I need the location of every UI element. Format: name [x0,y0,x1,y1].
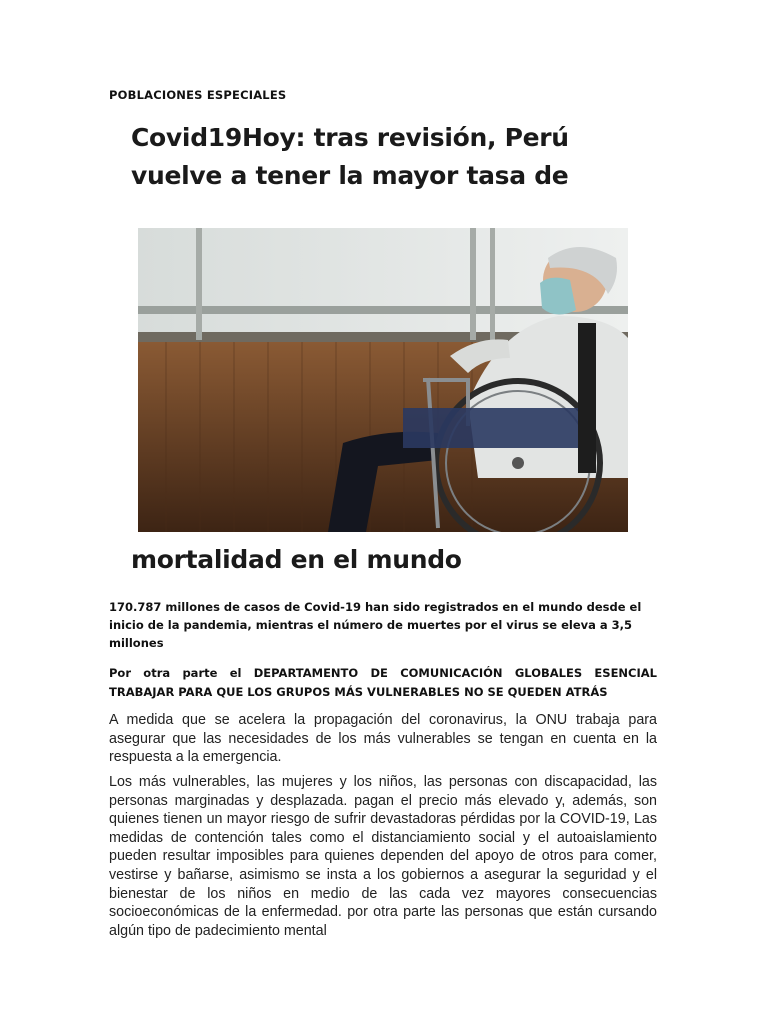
headline-part-1: Covid19Hoy: tras revisión, Perú vuelve a tener la mayor tasa de [131,123,569,190]
body-paragraph: Los más vulnerables, las mujeres y los niños, las personas con discapacidad, las personas marginadas y desplazada. pagan el precio más elevado y, además, son quienes tienen un mayor riesgo de sufrir devastadoras pérdidas por la COVID-19, Las medidas de contención tales como el distanciamiento social y el autoaislamiento pueden resultar imposibles para quienes dependen del apoyo de otros para comer, vestirse y bañarse, asimismo se insta a los gobiernos a asegurar la seguridad y el bienestar de los niños en medio de las cada vez mayores consecuencias socioeconómicas de la enfermedad. por otra parte las personas que están cursando algún tipo de padecimiento mental [109,774,657,939]
lead-paragraph: 170.787 millones de casos de Covid-19 han sido registrados en el mundo desde el inicio de la pandemia, mientras el número de muertes por el virus se eleva a 3,5 millones [109,600,642,650]
headline-part-2: mortalidad en el mundo [131,545,462,574]
subheading: Por otra parte el DEPARTAMENTO DE COMUNICACIÓN GLOBALES ESENCIAL TRABAJAR PARA QUE LOS GRUPOS MÁS VULNERABLES NO SE QUEDEN ATRÁS [109,666,657,699]
body-paragraph: A medida que se acelera la propagación del coronavirus, la ONU trabaja para asegurar que las necesidades de los más vulnerables se tengan en cuenta en la respuesta a la emergencia. [109,712,657,766]
section-label: POBLACIONES ESPECIALES [109,88,287,102]
article-photo [138,228,628,532]
